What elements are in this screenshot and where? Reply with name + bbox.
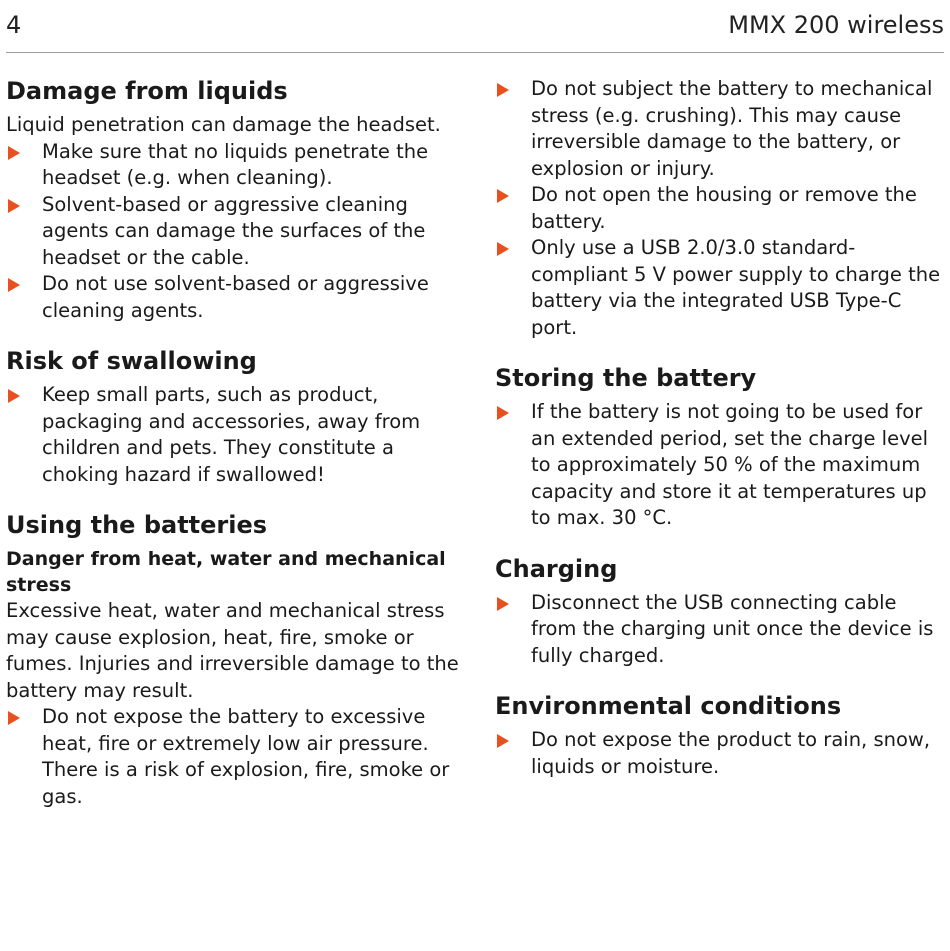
swallowing-list: [6, 382, 468, 488]
list-item: Keep small parts, such as product, packaging and accessories, away from children and pets. They constitute a choking hazard if swallowed!: [6, 382, 468, 488]
bullet-arrow-icon: [8, 199, 20, 213]
page-header: [6, 0, 944, 53]
bullet-arrow-icon: [497, 597, 509, 611]
document-title: MMX 200 wireless: [728, 11, 944, 39]
list-item: If the battery is not going to be used for an extended period, set the charge level to approximately 50 % of the maximum capacity and store it at temperatures up to max. 30 °C.: [495, 399, 945, 532]
right-column: [495, 76, 945, 802]
heading-swallowing: Risk of swallowing: [6, 347, 257, 375]
bullet-arrow-icon: [8, 711, 20, 725]
storing-list: [495, 399, 945, 532]
bullet-arrow-icon: [497, 406, 509, 420]
list-item: Solvent-based or aggressive cleaning agents can damage the surfaces of the headset or the cable.: [6, 192, 468, 272]
batteries-intro: Excessive heat, water and mechanical stress may cause explosion, heat, fire, smoke or fumes. Injuries and irreversible damage to the battery may result.: [6, 599, 459, 702]
charging-list: [495, 590, 945, 670]
list-item: Only use a USB 2.0/3.0 standard-compliant 5 V power supply to charge the battery via the integrated USB Type-C port.: [495, 235, 945, 341]
bullet-arrow-icon: [8, 278, 20, 292]
heading-batteries: Using the batteries: [6, 511, 268, 539]
environment-list: [495, 727, 945, 780]
batteries-list: [6, 704, 468, 810]
list-item: Do not use solvent-based or aggressive cleaning agents.: [6, 271, 468, 324]
list-item: Do not expose the product to rain, snow, liquids or moisture.: [495, 727, 945, 780]
bullet-arrow-icon: [497, 83, 509, 97]
battery-list: [495, 76, 945, 341]
section-batteries: [6, 510, 468, 810]
list-item: Do not open the housing or remove the battery.: [495, 182, 945, 235]
section-liquids: [6, 76, 468, 324]
section-environment: [495, 691, 945, 780]
heading-environment: Environmental conditions: [495, 692, 842, 720]
heading-storing: Storing the battery: [495, 364, 757, 392]
list-item: Disconnect the USB connecting cable from the charging unit once the device is fully charged.: [495, 590, 945, 670]
list-item: Do not subject the battery to mechanical stress (e.g. crushing). This may cause irreversible damage to the battery, or explosion or injury.: [495, 76, 945, 182]
bullet-arrow-icon: [497, 734, 509, 748]
list-item: Make sure that no liquids penetrate the headset (e.g. when cleaning).: [6, 139, 468, 192]
bullet-arrow-icon: [8, 389, 20, 403]
left-column: [6, 76, 468, 832]
list-item: Do not expose the battery to excessive heat, fire or extremely low air pressure. There is a risk of explosion, fire, smoke or gas.: [6, 704, 468, 810]
section-storing: [495, 363, 945, 532]
subheading-danger: Danger from heat, water and mechanical stress: [6, 548, 446, 596]
bullet-arrow-icon: [8, 146, 20, 160]
page-number: 4: [6, 11, 22, 39]
liquids-list: [6, 139, 468, 325]
bullet-arrow-icon: [497, 242, 509, 256]
heading-charging: Charging: [495, 554, 618, 583]
section-battery-continued: [495, 76, 945, 341]
liquids-intro: Liquid penetration can damage the headset.: [6, 113, 441, 136]
heading-liquids: Damage from liquids: [6, 77, 288, 105]
section-swallowing: [6, 346, 468, 488]
section-charging: [495, 554, 945, 670]
bullet-arrow-icon: [497, 189, 509, 203]
